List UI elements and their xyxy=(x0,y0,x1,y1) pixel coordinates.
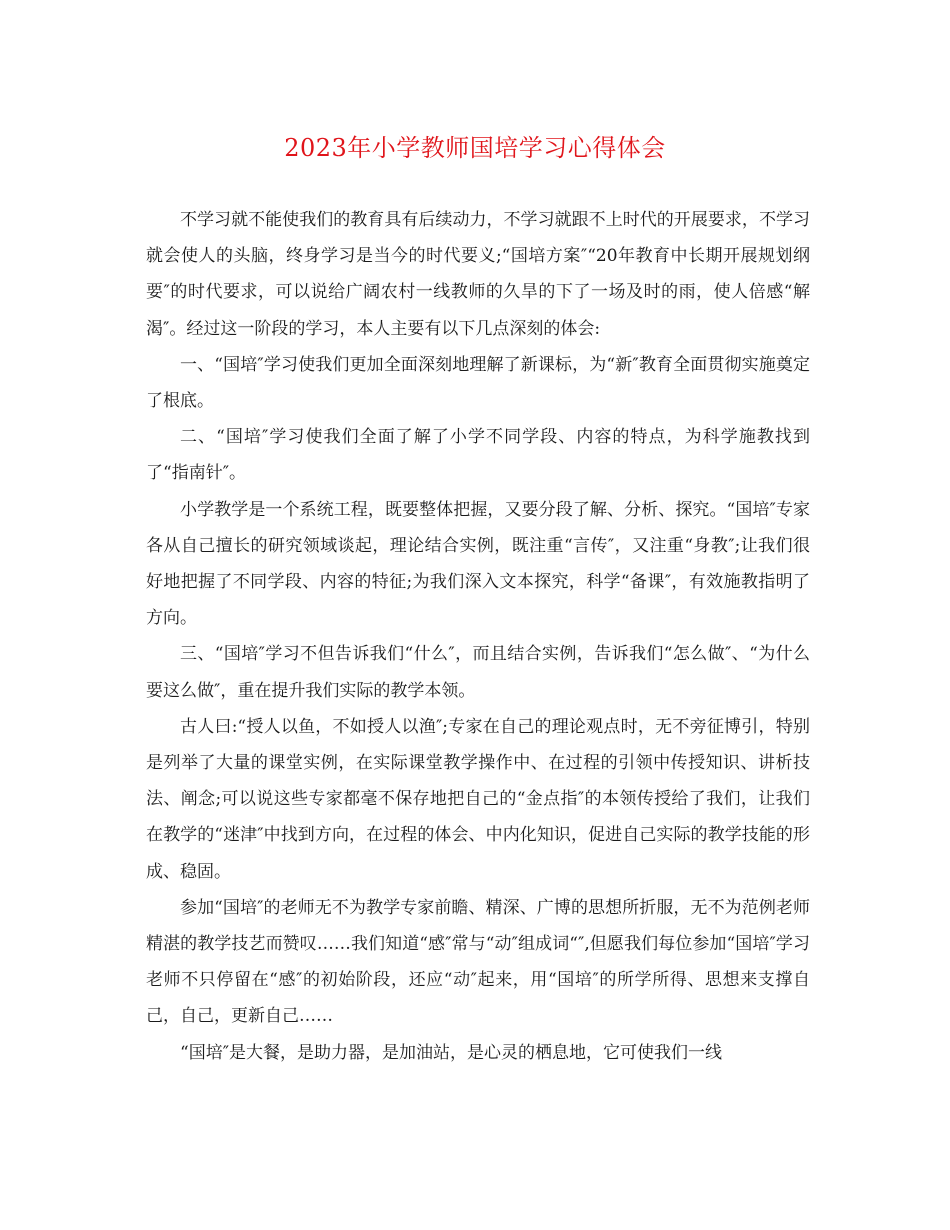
paragraph: 三、“国培″学习不但告诉我们“什么″，而且结合实例，告诉我们“怎么做″、“为什么要这么做″，重在提升我们实际的教学本领。 xyxy=(146,644,810,701)
paragraph: 二、“国培″学习使我们全面了解了小学不同学段、内容的特点，为科学施教找到了“指南针″。 xyxy=(146,427,810,484)
document-title: 2023年小学教师国培学习心得体会 xyxy=(284,134,666,162)
paragraph: 小学教学是一个系统工程，既要整体把握，又要分段了解、分析、探究。“国培″专家各从自己擅长的研究领域谈起，理论结合实例，既注重“言传″，又注重“身教″;让我们很好地把握了不同学段、内容的特征;为我们深入文本探究，科学“备课″，有效施教指明了方向。 xyxy=(146,499,810,629)
paragraph: 一、“国培″学习使我们更加全面深刻地理解了新课标，为“新″教育全面贯彻实施奠定了根底。 xyxy=(146,354,810,412)
paragraph: 不学习就不能使我们的教育具有后续动力，不学习就跟不上时代的开展要求，不学习就会使人的头脑，终身学习是当今的时代要义;“国培方案″“20年教育中长期开展规划纲要″的时代要求，可以说给广阔农村一线教师的久旱的下了一场及时的雨，使人倍感“解渴″。经过这一阶段的学习，本人主要有以下几点深刻的体会: xyxy=(146,210,810,339)
paragraph: “国培″是大餐，是助力器，是加油站，是心灵的栖息地，它可使我们一线 xyxy=(180,1042,723,1063)
paragraph: 参加“国培″的老师无不为教学专家前瞻、精深、广博的思想所折服，无不为范例老师精湛的教学技艺而赞叹……我们知道“感″常与“动″组成词“″,但愿我们每位参加“国培″学习老师不只停留在“感″的初始阶段，还应“动″起来，用“国培″的所学所得、思想来支撑自己，自己，更新自己…… xyxy=(146,897,810,1027)
paragraph: 古人曰:“授人以鱼，不如授人以渔″;专家在自己的理论观点时，无不旁征博引，特别是列举了大量的课堂实例，在实际课堂教学操作中、在过程的引领中传授知识、讲析技法、阐念;可以说这些专家都毫不保存地把自己的“金点指″的本领传授给了我们，让我们在教学的“迷津″中找到方向，在过程的体会、中内化知识，促进自己实际的教学技能的形成、稳固。 xyxy=(146,716,810,882)
document-body xyxy=(146,202,810,1071)
